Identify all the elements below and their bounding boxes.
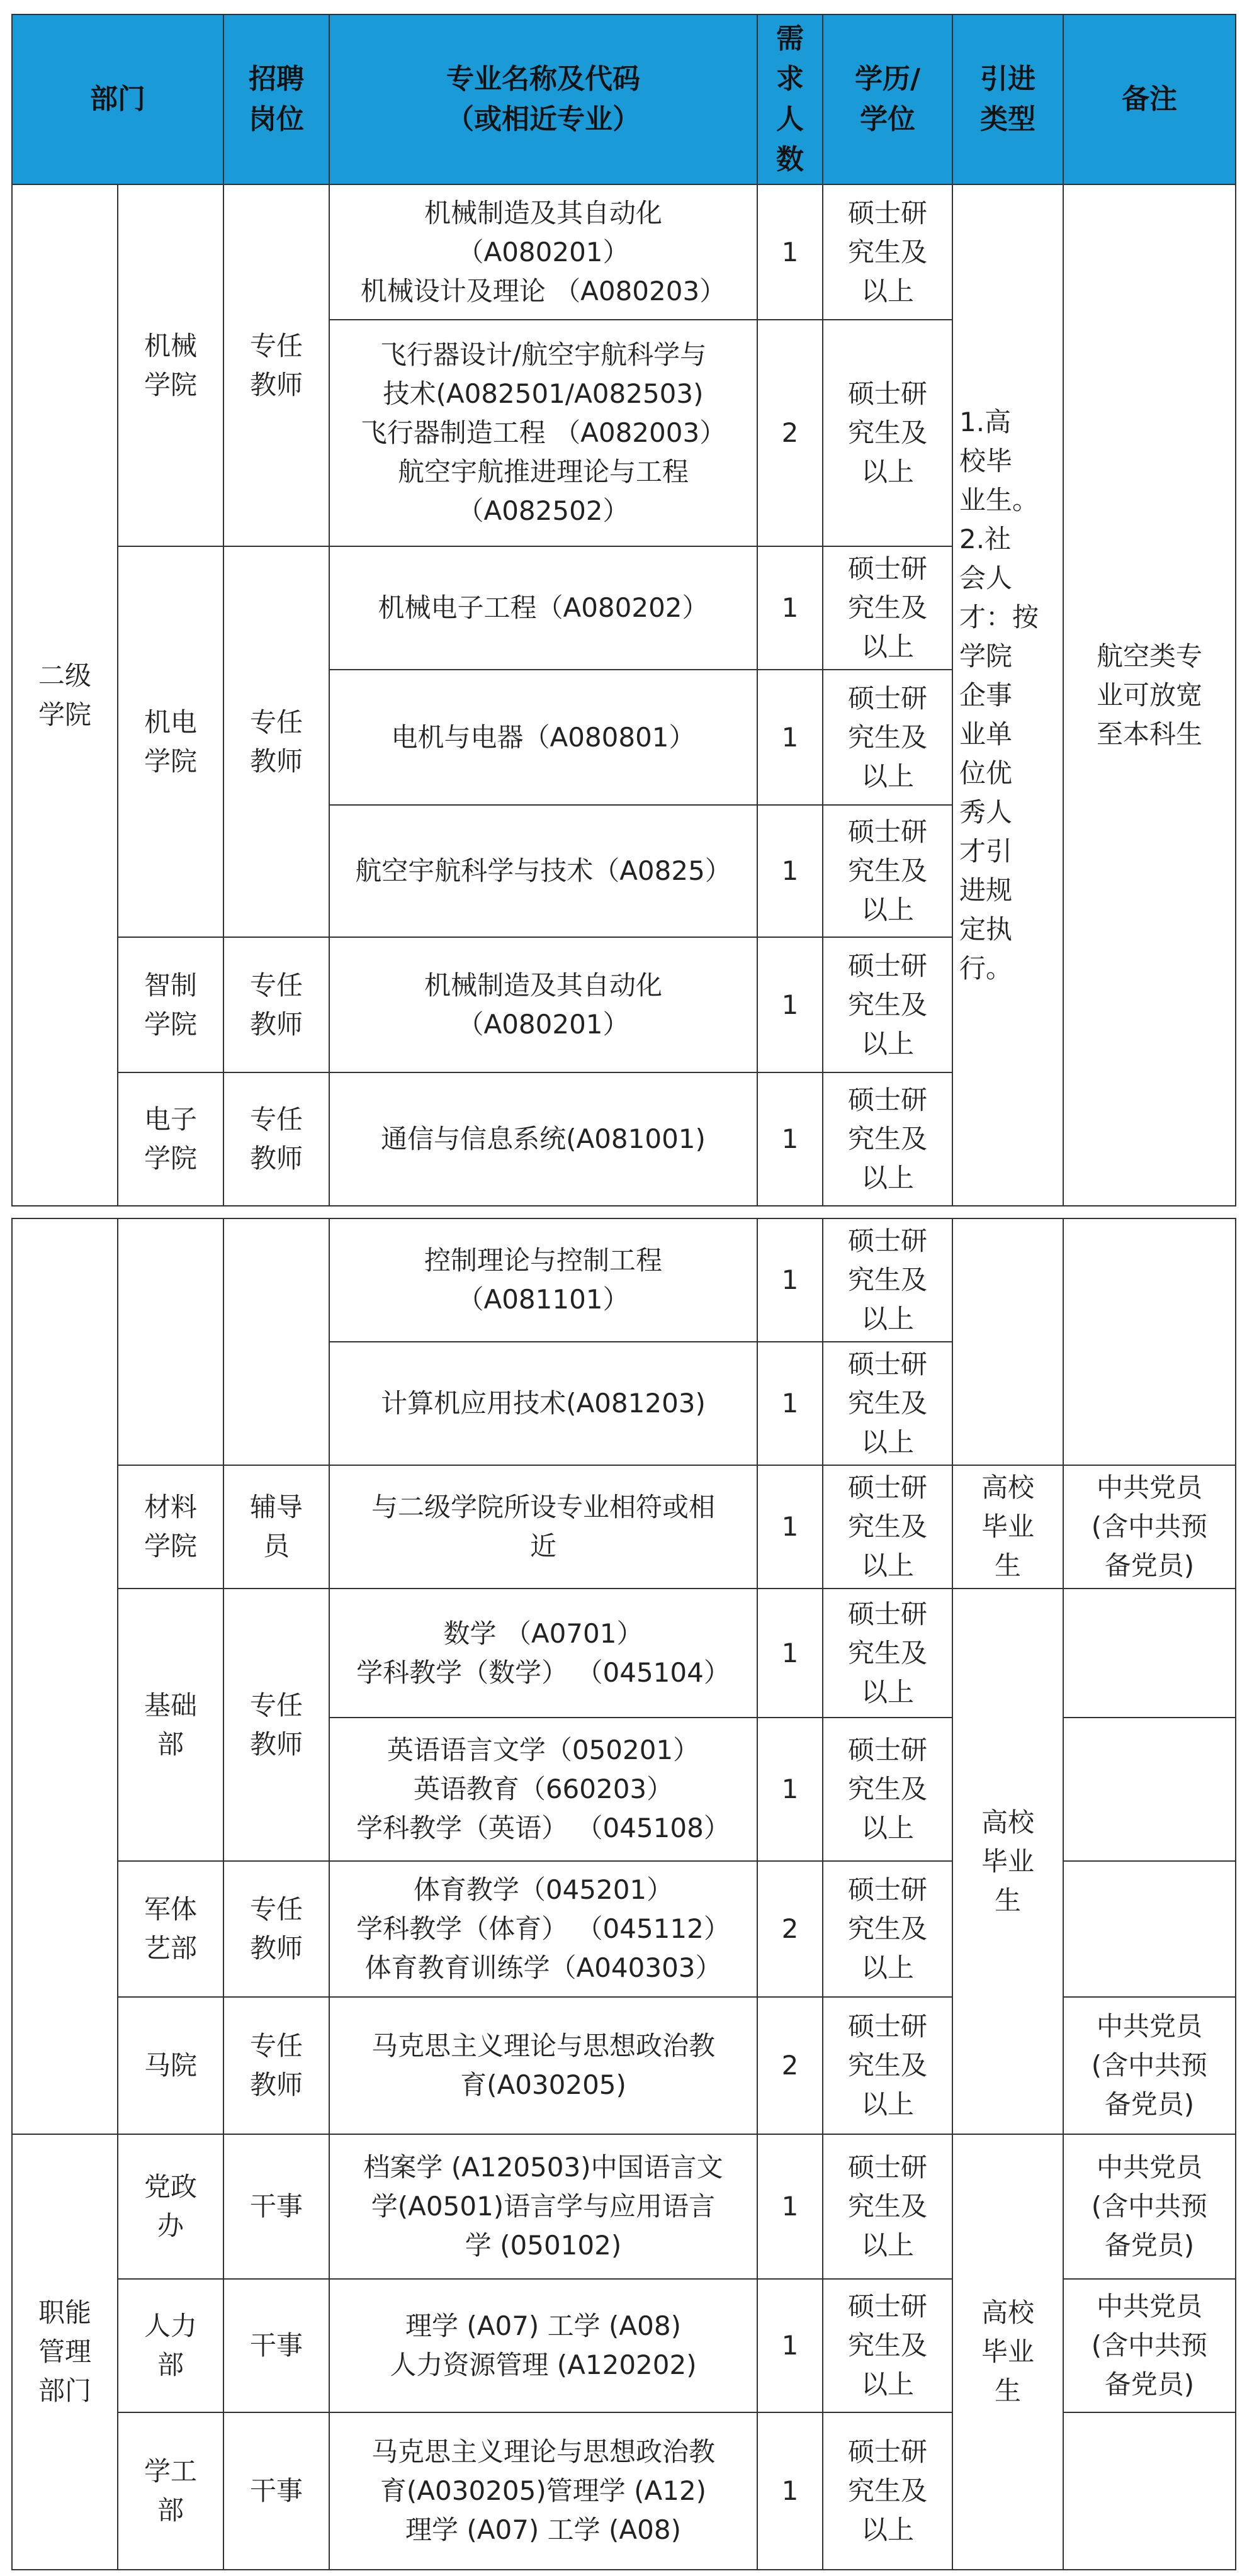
position-cell: 专任 教师 xyxy=(223,546,329,937)
count-cell: 1 xyxy=(757,805,823,937)
position-cell: 干事 xyxy=(223,2412,329,2570)
type-cell: 高校 毕业 生 xyxy=(952,2134,1063,2570)
count-cell: 2 xyxy=(757,1997,823,2134)
unit-cell: 材料 学院 xyxy=(118,1465,223,1589)
unit-cell: 党政 办 xyxy=(118,2134,223,2279)
header-remark: 备注 xyxy=(1063,14,1236,184)
major-cell: 飞行器设计/航空宇航科学与 技术(A082501/A082503) 飞行器制造工程 （A082003） 航空宇航推进理论与工程 （A082502） xyxy=(329,320,757,546)
major-cell: 机械制造及其自动化 （A080201） 机械设计及理论 （A080203） xyxy=(329,184,757,320)
remark-cell: 中共党员 (含中共预 备党员) xyxy=(1063,2279,1236,2412)
degree-cell: 硕士研 究生及 以上 xyxy=(823,184,952,320)
degree-cell: 硕士研 究生及 以上 xyxy=(823,1342,952,1465)
count-cell: 1 xyxy=(757,670,823,805)
position-cell: 辅导 员 xyxy=(223,1465,329,1589)
degree-cell: 硕士研 究生及 以上 xyxy=(823,1465,952,1589)
degree-cell: 硕士研 究生及 以上 xyxy=(823,2412,952,2570)
table-row xyxy=(12,1589,1236,1718)
degree-cell: 硕士研 究生及 以上 xyxy=(823,320,952,546)
type-cell: 1.高 校毕 业生。 2.社 会人 才：按 学院 企事 业单 位优 秀人 才引 进规 定执 行。 xyxy=(952,184,1063,1206)
unit-cell xyxy=(118,1218,223,1465)
major-cell: 机械制造及其自动化 （A080201） xyxy=(329,937,757,1072)
remark-cell xyxy=(1063,2412,1236,2570)
remark-cell xyxy=(1063,1218,1236,1465)
major-cell: 通信与信息系统(A081001) xyxy=(329,1072,757,1206)
unit-cell: 基础 部 xyxy=(118,1589,223,1861)
unit-cell: 人力 部 xyxy=(118,2279,223,2412)
major-cell: 体育教学（045201） 学科教学（体育） （045112） 体育教育训练学（A040303） xyxy=(329,1861,757,1997)
count-cell: 2 xyxy=(757,1861,823,1997)
header-degree: 学历/ 学位 xyxy=(823,14,952,184)
position-cell: 专任 教师 xyxy=(223,184,329,546)
count-cell: 1 xyxy=(757,2412,823,2570)
degree-cell: 硕士研 究生及 以上 xyxy=(823,937,952,1072)
recruitment-table-part-2 xyxy=(11,1218,1235,2570)
remark-cell: 航空类专 业可放宽 至本科生 xyxy=(1063,184,1236,1206)
major-cell: 档案学 (A120503)中国语言文 学(A0501)语言学与应用语言 学 (050102) xyxy=(329,2134,757,2279)
count-cell: 1 xyxy=(757,2134,823,2279)
unit-cell: 军体 艺部 xyxy=(118,1861,223,1997)
major-cell: 计算机应用技术(A081203) xyxy=(329,1342,757,1465)
degree-cell: 硕士研 究生及 以上 xyxy=(823,2279,952,2412)
type-cell: 高校 毕业 生 xyxy=(952,1589,1063,2134)
major-cell: 理学 (A07) 工学 (A08) 人力资源管理 (A120202) xyxy=(329,2279,757,2412)
major-cell: 航空宇航科学与技术（A0825） xyxy=(329,805,757,937)
dept-group: 职能 管理 部门 xyxy=(12,2134,118,2570)
count-cell: 1 xyxy=(757,184,823,320)
position-cell: 专任 教师 xyxy=(223,1861,329,1997)
count-cell: 1 xyxy=(757,1072,823,1206)
degree-cell: 硕士研 究生及 以上 xyxy=(823,1718,952,1861)
header-position: 招聘 岗位 xyxy=(223,14,329,184)
header-type: 引进 类型 xyxy=(952,14,1063,184)
count-cell: 1 xyxy=(757,2279,823,2412)
major-cell: 机械电子工程（A080202） xyxy=(329,546,757,670)
count-cell: 1 xyxy=(757,546,823,670)
count-cell: 1 xyxy=(757,1465,823,1589)
major-cell: 马克思主义理论与思想政治教 育(A030205)管理学 (A12) 理学 (A07) 工学 (A08) xyxy=(329,2412,757,2570)
count-cell: 1 xyxy=(757,1718,823,1861)
major-cell: 与二级学院所设专业相符或相 近 xyxy=(329,1465,757,1589)
header-department: 部门 xyxy=(12,14,223,184)
header-major: 专业名称及代码 （或相近专业） xyxy=(329,14,757,184)
unit-cell: 机械 学院 xyxy=(118,184,223,546)
degree-cell: 硕士研 究生及 以上 xyxy=(823,1997,952,2134)
position-cell: 干事 xyxy=(223,2134,329,2279)
table-row xyxy=(12,1465,1236,1589)
remark-cell xyxy=(1063,1589,1236,1718)
major-cell: 马克思主义理论与思想政治教 育(A030205) xyxy=(329,1997,757,2134)
position-cell: 专任 教师 xyxy=(223,937,329,1072)
major-cell: 数学 （A0701） 学科教学（数学） （045104） xyxy=(329,1589,757,1718)
major-cell: 电机与电器（A080801） xyxy=(329,670,757,805)
position-cell: 干事 xyxy=(223,2279,329,2412)
unit-cell: 电子 学院 xyxy=(118,1072,223,1206)
count-cell: 2 xyxy=(757,320,823,546)
count-cell: 1 xyxy=(757,1342,823,1465)
unit-cell: 学工 部 xyxy=(118,2412,223,2570)
type-cell xyxy=(952,1218,1063,1465)
position-cell: 专任 教师 xyxy=(223,1589,329,1861)
table-row xyxy=(12,1218,1236,1342)
dept-group-blank xyxy=(12,1218,118,2134)
unit-cell: 机电 学院 xyxy=(118,546,223,937)
degree-cell: 硕士研 究生及 以上 xyxy=(823,1589,952,1718)
type-cell: 高校 毕业 生 xyxy=(952,1465,1063,1589)
degree-cell: 硕士研 究生及 以上 xyxy=(823,805,952,937)
table-row xyxy=(12,184,1236,320)
dept-group: 二级 学院 xyxy=(12,184,118,1206)
count-cell: 1 xyxy=(757,937,823,1072)
position-cell: 专任 教师 xyxy=(223,1997,329,2134)
remark-cell: 中共党员 (含中共预 备党员) xyxy=(1063,1465,1236,1589)
count-cell: 1 xyxy=(757,1218,823,1342)
degree-cell: 硕士研 究生及 以上 xyxy=(823,670,952,805)
remark-cell: 中共党员 (含中共预 备党员) xyxy=(1063,1997,1236,2134)
degree-cell: 硕士研 究生及 以上 xyxy=(823,1218,952,1342)
degree-cell: 硕士研 究生及 以上 xyxy=(823,1861,952,1997)
header-count: 需 求 人 数 xyxy=(757,14,823,184)
unit-cell: 马院 xyxy=(118,1997,223,2134)
major-cell: 控制理论与控制工程 （A081101） xyxy=(329,1218,757,1342)
remark-cell: 中共党员 (含中共预 备党员) xyxy=(1063,2134,1236,2279)
major-cell: 英语语言文学（050201） 英语教育（660203） 学科教学（英语） （045108） xyxy=(329,1718,757,1861)
remark-cell xyxy=(1063,1718,1236,1861)
table-row xyxy=(12,2134,1236,2279)
recruitment-table-part-1 xyxy=(11,14,1235,1206)
remark-cell xyxy=(1063,1861,1236,1997)
degree-cell: 硕士研 究生及 以上 xyxy=(823,2134,952,2279)
degree-cell: 硕士研 究生及 以上 xyxy=(823,1072,952,1206)
degree-cell: 硕士研 究生及 以上 xyxy=(823,546,952,670)
position-cell: 专任 教师 xyxy=(223,1072,329,1206)
unit-cell: 智制 学院 xyxy=(118,937,223,1072)
count-cell: 1 xyxy=(757,1589,823,1718)
position-cell xyxy=(223,1218,329,1465)
